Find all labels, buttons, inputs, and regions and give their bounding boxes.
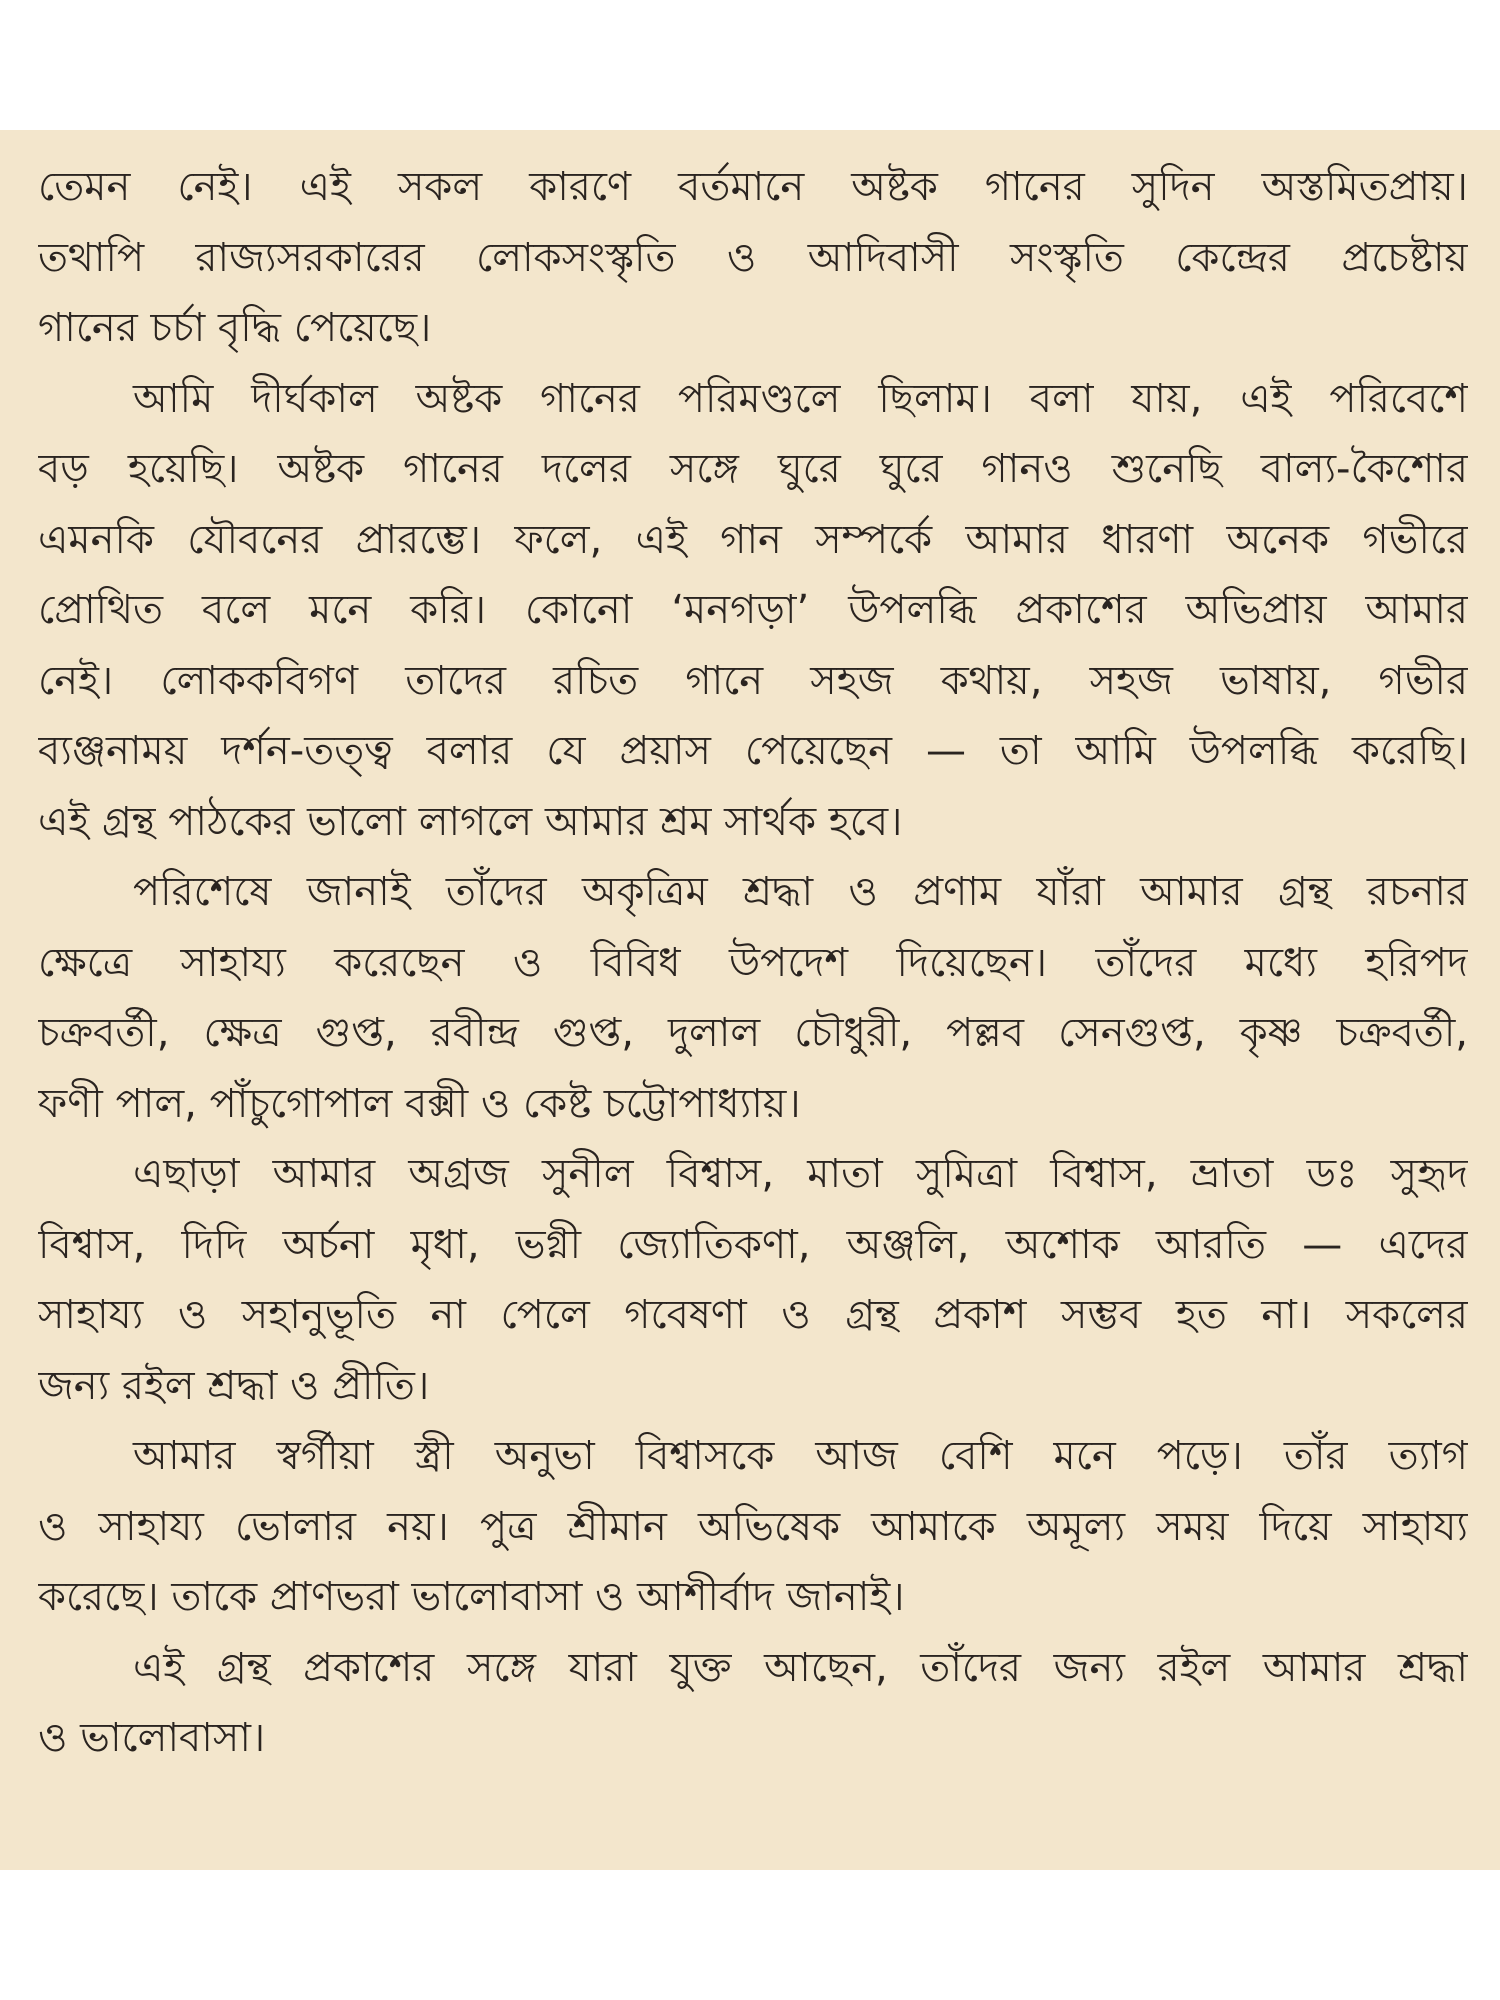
text-line: ফণী পাল, পাঁচুগোপাল বক্সী ও কেষ্ট চট্টোপাধ্যায়। — [38, 1080, 801, 1127]
paragraph — [38, 152, 1468, 364]
text-line: বড় হয়েছি। অষ্টক গানের দলের সঙ্গে ঘুরে ঘুরে গানও শুনেছি বাল্য-কৈশোর — [38, 446, 1468, 492]
text-line: ক্ষেত্রে সাহায্য করেছেন ও বিবিধ উপদেশ দিয়েছেন। তাঁদের মধ্যে হরিপদ — [38, 939, 1468, 986]
paragraph — [38, 364, 1468, 858]
text-line: ও ভালোবাসা। — [38, 1715, 266, 1761]
text-line: ও সাহায্য ভোলার নয়। পুত্র শ্রীমান অভিষেক আমাকে অমূল্য সময় দিয়ে সাহায্য — [38, 1503, 1468, 1550]
text-line: এই গ্রন্থ প্রকাশের সঙ্গে যারা যুক্ত আছেন, তাঁদের জন্য রইল আমার শ্রদ্ধা — [133, 1644, 1468, 1691]
text-line: পরিশেষে জানাই তাঁদের অকৃত্রিম শ্রদ্ধা ও প্রণাম যাঁরা আমার গ্রন্থ রচনার — [133, 869, 1468, 915]
text-line: বিশ্বাস, দিদি অর্চনা মৃধা, ভগ্নী জ্যোতিকণা, অঞ্জলি, অশোক আরতি — এদের — [38, 1221, 1468, 1268]
text-line: প্রোথিত বলে মনে করি। কোনো ‘মনগড়া’ উপলব্ধি প্রকাশের অভিপ্রায় আমার — [38, 587, 1468, 633]
paragraph — [38, 1633, 1468, 1774]
text-line: তেমন নেই। এই সকল কারণে বর্তমানে অষ্টক গানের সুদিন অস্তমিতপ্রায়। — [38, 164, 1468, 210]
paragraph — [38, 1139, 1468, 1421]
text-line: নেই। লোককবিগণ তাদের রচিত গানে সহজ কথায়, সহজ ভাষায়, গভীর — [38, 657, 1468, 704]
text-line: আমি দীর্ঘকাল অষ্টক গানের পরিমণ্ডলে ছিলাম। বলা যায়, এই পরিবেশে — [133, 375, 1468, 422]
page-text — [38, 152, 1468, 1774]
paragraph — [38, 857, 1468, 1139]
text-line: সাহায্য ও সহানুভূতি না পেলে গবেষণা ও গ্রন্থ প্রকাশ সম্ভব হত না। সকলের — [38, 1292, 1468, 1338]
text-line: এছাড়া আমার অগ্রজ সুনীল বিশ্বাস, মাতা সুমিত্রা বিশ্বাস, ভ্রাতা ডঃ সুহৃদ — [133, 1151, 1468, 1197]
text-line: গানের চর্চা বৃদ্ধি পেয়েছে। — [38, 305, 432, 351]
book-page — [0, 130, 1500, 1870]
text-line: করেছে। তাকে প্রাণভরা ভালোবাসা ও আশীর্বাদ জানাই। — [38, 1574, 905, 1620]
text-line: এই গ্রন্থ পাঠকের ভালো লাগলে আমার শ্রম সার্থক হবে। — [38, 798, 903, 845]
text-line: জন্য রইল শ্রদ্ধা ও প্রীতি। — [38, 1362, 430, 1409]
text-line: চক্রবর্তী, ক্ষেত্র গুপ্ত, রবীন্দ্র গুপ্ত, দুলাল চৌধুরী, পল্লব সেনগুপ্ত, কৃষ্ণ চক্রবর্তী, — [38, 1010, 1468, 1056]
paragraph — [38, 1421, 1468, 1633]
text-line: তথাপি রাজ্যসরকারের লোকসংস্কৃতি ও আদিবাসী সংস্কৃতি কেন্দ্রের প্রচেষ্টায় — [38, 234, 1468, 281]
text-line: আমার স্বর্গীয়া স্ত্রী অনুভা বিশ্বাসকে আজ বেশি মনে পড়ে। তাঁর ত্যাগ — [133, 1433, 1468, 1479]
text-line: এমনকি যৌবনের প্রারম্ভে। ফলে, এই গান সম্পর্কে আমার ধারণা অনেক গভীরে — [38, 516, 1468, 563]
text-line: ব্যঞ্জনাময় দর্শন-তত্ত্ব বলার যে প্রয়াস পেয়েছেন — তা আমি উপলব্ধি করেছি। — [38, 728, 1468, 774]
